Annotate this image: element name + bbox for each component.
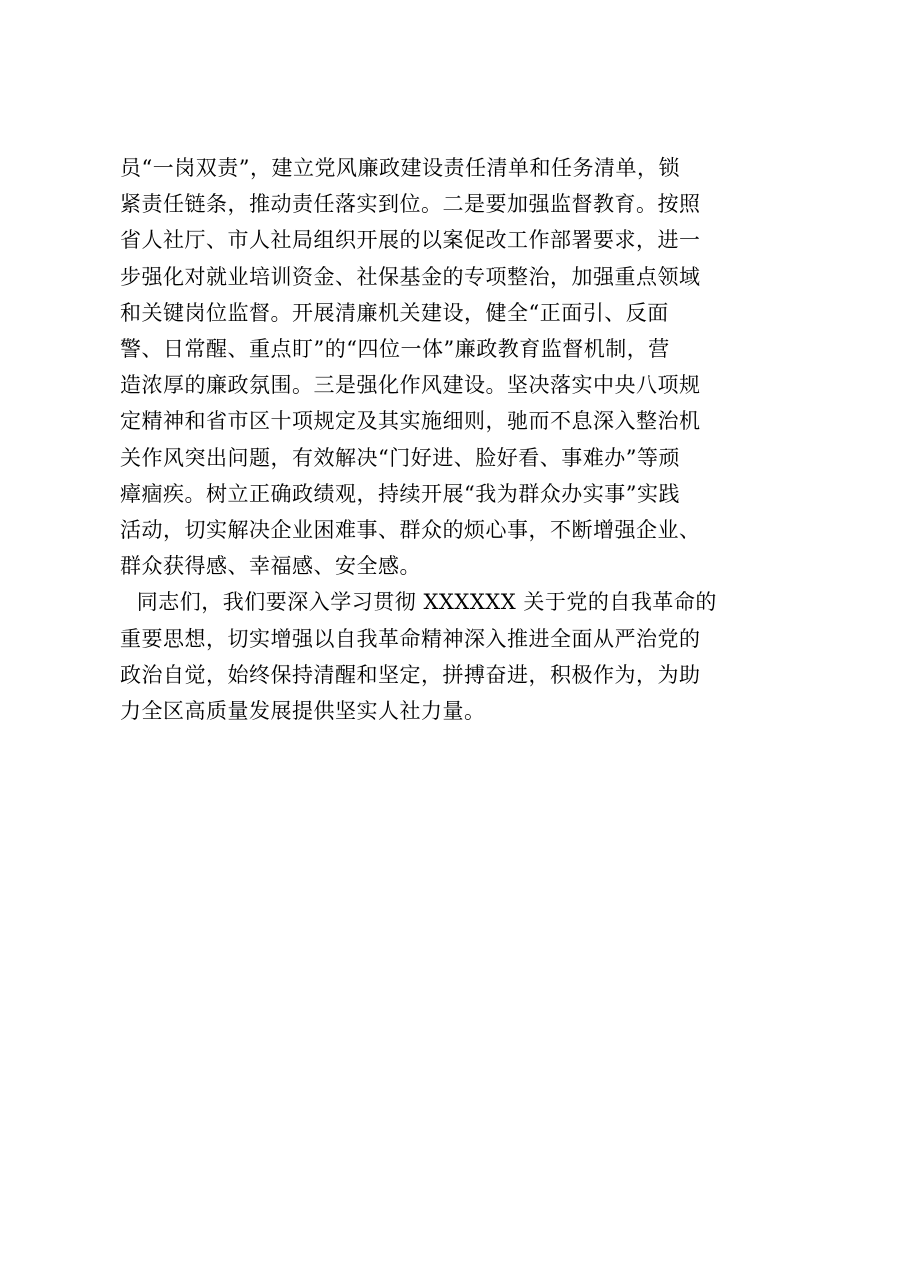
text-line: 步强化对就业培训资金、社保基金的专项整治，加强重点领域 — [120, 264, 701, 289]
text-line: 员“一岗双责”，建立党风廉政建设责任清单和任务清单，锁 — [120, 156, 680, 180]
text-line: 重要思想，切实增强以自我革命精神深入推进全面从严治党的 — [120, 626, 701, 651]
text-line: 定精神和省市区十项规定及其实施细则，驰而不息深入整治机 — [120, 409, 701, 434]
text-line: 造浓厚的廉政氛围。三是强化作风建设。坚决落实中央八项规 — [120, 373, 701, 398]
text-line: 政治自觉，始终保持清醒和坚定，拼搏奋进，积极作为，为助 — [120, 662, 701, 687]
text-line: 省人社厅、市人社局组织开展的以案促改工作部署要求，进一 — [120, 228, 701, 253]
text-line: 关作风突出问题，有效解决“门好进、脸好看、事难办”等顽 — [120, 445, 680, 470]
text-line: 和关键岗位监督。开展清廉机关建设，健全“正面引、反面 — [120, 300, 669, 325]
text-line: 紧责任链条，推动责任落实到位。二是要加强监督教育。按照 — [120, 192, 701, 217]
document-body — [120, 150, 800, 729]
paragraph-closing — [120, 584, 800, 729]
text-line: 群众获得感、幸福感、安全感。 — [120, 554, 421, 579]
text-line: 力全区高质量发展提供坚实人社力量。 — [120, 699, 486, 724]
text-line: 瘴痼疾。树立正确政绩观，持续开展“我为群众办实事”实践 — [120, 481, 680, 506]
text-line: 同志们，我们要深入学习贯彻 XXXXXX 关于党的自我革命的 — [136, 590, 717, 615]
paragraph-responsibility — [120, 150, 800, 584]
text-line: 警、日常醒、重点盯”的“四位一体”廉政教育监督机制，营 — [120, 337, 670, 362]
text-line: 活动，切实解决企业困难事、群众的烦心事，不断增强企业、 — [120, 518, 701, 543]
